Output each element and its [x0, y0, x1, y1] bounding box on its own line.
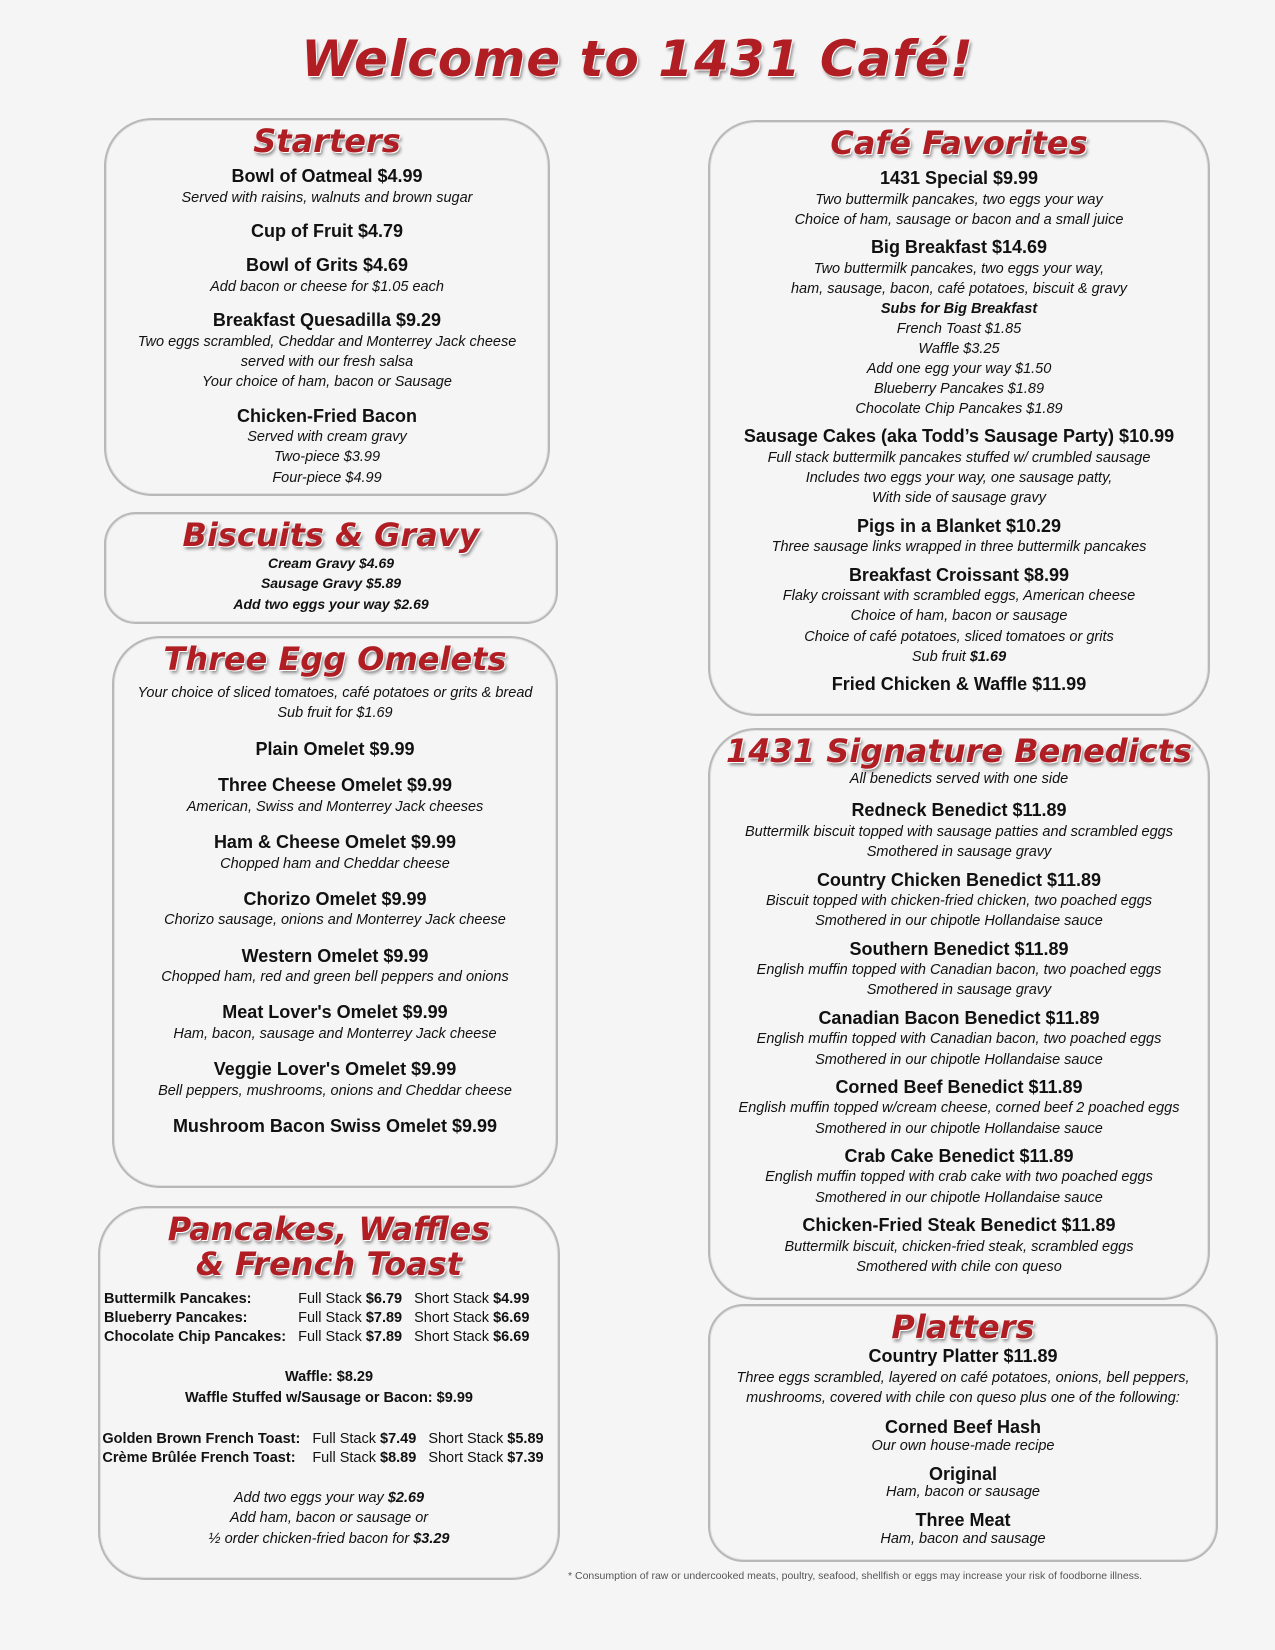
menu-item: Chicken-Fried Steak Benedict $11.89 Buttermilk biscuit, chicken-fried steak, scrambled eggs Smothered with chile con queso — [710, 1214, 1208, 1277]
sub-item: Add one egg your way $1.50 — [866, 361, 1052, 378]
menu-item — [114, 1115, 556, 1138]
biscuit-line: Sausage Gravy $5.89 — [260, 575, 402, 592]
sub-item: Waffle $3.25 — [918, 341, 1000, 358]
item-name: Mushroom Bacon Swiss Omelet $9.99 — [172, 1116, 498, 1137]
item-desc: Ham, bacon, sausage and Monterrey Jack cheese — [173, 1025, 497, 1042]
row-label: Golden Brown French Toast: — [102, 1430, 301, 1447]
item-desc: Choice of café potatoes, sliced tomatoes or grits — [804, 628, 1114, 645]
benedicts-section — [708, 728, 1210, 1300]
item-name: Canadian Bacon Benedict $11.89 — [818, 1007, 1100, 1028]
menu-item: Country Chicken Benedict $11.89 Biscuit topped with chicken-fried chicken, two poached eggs Smothered in our chipotle Hollandaise sauce — [710, 869, 1208, 932]
menu-item — [710, 167, 1208, 230]
short-stack: Short Stack $6.69 — [414, 1310, 530, 1327]
benedicts-title: 1431 Signature Benedicts — [726, 732, 1192, 770]
menu-item — [710, 564, 1208, 668]
menu-item — [106, 405, 548, 488]
item-name: Big Breakfast $14.69 — [870, 237, 1048, 258]
waffle-stuffed-line: Waffle Stuffed w/Sausage or Bacon: $9.99 — [185, 1389, 473, 1406]
starters-title: Starters — [253, 122, 401, 160]
addon-line: ½ order chicken-fried bacon for $3.29 — [208, 1530, 450, 1547]
sub-item: Chocolate Chip Pancakes $1.89 — [855, 401, 1063, 418]
item-name: Bowl of Grits $4.69 — [245, 255, 409, 276]
menu-item — [710, 425, 1208, 508]
item-name: Breakfast Croissant $8.99 — [848, 564, 1070, 585]
table-row — [102, 1430, 555, 1449]
row-label: Blueberry Pancakes: — [104, 1310, 248, 1327]
item-name: Three Cheese Omelet $9.99 — [217, 775, 453, 796]
table-row — [104, 1309, 541, 1328]
addon-line: Add ham, bacon or sausage or — [229, 1510, 429, 1527]
item-desc: With side of sausage gravy — [872, 490, 1046, 507]
menu-item — [106, 165, 548, 208]
item-desc: Bell peppers, mushrooms, onions and Cheddar cheese — [158, 1082, 512, 1099]
sub-item: Blueberry Pancakes $1.89 — [873, 381, 1045, 398]
short-stack: Short Stack $7.39 — [428, 1449, 544, 1466]
item-name: Pigs in a Blanket $10.29 — [856, 515, 1062, 536]
item-desc: Add bacon or cheese for $1.05 each — [210, 278, 444, 295]
table-row — [104, 1328, 541, 1347]
menu-item — [114, 1058, 556, 1101]
omelets-title: Three Egg Omelets — [163, 640, 507, 678]
item-name: Corned Beef Benedict $11.89 — [835, 1076, 1083, 1097]
item-desc: Chopped ham, red and green bell peppers and onions — [161, 969, 509, 986]
item-name: Breakfast Quesadilla $9.29 — [212, 310, 442, 331]
platters-section — [708, 1304, 1218, 1562]
item-desc: Full stack buttermilk pancakes stuffed w/ crumbled sausage — [767, 449, 1151, 466]
benedicts-intro: All benedicts served with one side — [849, 771, 1069, 788]
page-title: Welcome to 1431 Café! — [301, 30, 974, 88]
full-stack: Full Stack $7.89 — [298, 1329, 403, 1346]
item-desc: Chorizo sausage, onions and Monterrey Jack cheese — [164, 912, 506, 929]
full-stack: Full Stack $6.79 — [298, 1291, 403, 1308]
item-desc: Includes two eggs your way, one sausage patty, — [805, 470, 1113, 487]
item-name: Three Meat — [915, 1510, 1011, 1531]
item-name: Western Omelet $9.99 — [241, 945, 429, 966]
menu-item — [106, 254, 548, 297]
item-desc: served with our fresh salsa — [240, 354, 414, 371]
item-desc: Three sausage links wrapped in three buttermilk pancakes — [771, 539, 1147, 556]
favorites-title: Café Favorites — [830, 124, 1088, 162]
menu-item: Three Meat Ham, bacon and sausage — [710, 1509, 1216, 1547]
waffle-line: Waffle: $8.29 — [284, 1369, 374, 1386]
toast-table — [102, 1430, 555, 1468]
full-stack: Full Stack $7.49 — [312, 1430, 417, 1447]
full-stack: Full Stack $8.89 — [312, 1449, 417, 1466]
biscuit-line: Cream Gravy $4.69 — [267, 555, 395, 572]
menu-item: Corned Beef Hash Our own house-made recipe — [710, 1416, 1216, 1454]
item-desc: Four-piece $4.99 — [272, 469, 382, 486]
subs-list — [710, 299, 1208, 419]
short-stack: Short Stack $4.99 — [414, 1291, 530, 1308]
item-desc: Served with cream gravy — [247, 429, 407, 446]
pancakes-table — [104, 1290, 541, 1347]
favorites-section — [708, 120, 1210, 716]
item-name: Chorizo Omelet $9.99 — [243, 888, 427, 909]
menu-item: Canadian Bacon Benedict $11.89 English muffin topped with Canadian bacon, two poached eggs Smothered in our chipotle Hollandaise sauce — [710, 1007, 1208, 1070]
item-desc: Choice of ham, sausage or bacon and a small juice — [794, 211, 1124, 228]
item-desc: American, Swiss and Monterrey Jack cheeses — [186, 798, 484, 815]
item-desc: Two eggs scrambled, Cheddar and Monterrey Jack cheese — [137, 333, 517, 350]
item-desc: Two buttermilk pancakes, two eggs your way, — [813, 260, 1105, 277]
menu-item — [114, 888, 556, 931]
row-label: Crème Brûlée French Toast: — [102, 1449, 296, 1466]
omelets-section — [112, 636, 558, 1188]
item-name: Veggie Lover's Omelet $9.99 — [213, 1059, 457, 1080]
footnote: * Consumption of raw or undercooked meats, poultry, seafood, shellfish or eggs may increase your risk of foodborne illness. — [568, 1570, 1143, 1582]
menu-item — [114, 945, 556, 988]
pancakes-title — [100, 1212, 558, 1282]
item-name: Bowl of Oatmeal $4.99 — [231, 166, 423, 187]
biscuit-line: Add two eggs your way $2.69 — [233, 595, 429, 612]
biscuits-section — [104, 512, 558, 624]
omelets-intro: Sub fruit for $1.69 — [277, 705, 393, 722]
item-desc: Served with raisins, walnuts and brown sugar — [181, 189, 473, 206]
item-name: Redneck Benedict $11.89 — [851, 800, 1067, 821]
menu-item — [114, 774, 556, 817]
item-desc: Chopped ham and Cheddar cheese — [220, 855, 450, 872]
item-name: Sausage Cakes (aka Todd’s Sausage Party) $10.99 — [743, 426, 1175, 447]
item-name: Chicken-Fried Bacon — [236, 405, 418, 426]
subs-header: Subs for Big Breakfast — [880, 301, 1038, 318]
menu-item — [114, 831, 556, 874]
omelets-intro: Your choice of sliced tomatoes, café potatoes or grits & bread — [137, 685, 533, 702]
item-name: Southern Benedict $11.89 — [849, 938, 1069, 959]
menu-item — [114, 1001, 556, 1044]
item-name: Country Platter $11.89 — [868, 1346, 1058, 1367]
pancakes-section — [98, 1206, 560, 1580]
short-stack: Short Stack $6.69 — [414, 1329, 530, 1346]
item-name: 1431 Special $9.99 — [879, 168, 1039, 189]
item-name: Original — [928, 1463, 997, 1484]
menu-item: Original Ham, bacon or sausage — [710, 1463, 1216, 1501]
addon-line: Add two eggs your way $2.69 — [233, 1489, 425, 1506]
item-desc: Flaky croissant with scrambled eggs, American cheese — [782, 588, 1136, 605]
menu-item: Country Platter $11.89 Three eggs scrambled, layered on café potatoes, onions, bell peppers, mushrooms, covered with chile con queso plus one of the following: — [710, 1345, 1216, 1408]
menu-item — [710, 673, 1208, 696]
table-row — [104, 1290, 541, 1309]
item-name: Country Chicken Benedict $11.89 — [816, 869, 1102, 890]
item-desc: Choice of ham, bacon or sausage — [850, 608, 1068, 625]
pancakes-title-line: Pancakes, Waffles — [167, 1210, 491, 1248]
menu-item — [710, 236, 1208, 299]
item-name: Corned Beef Hash — [884, 1417, 1042, 1438]
item-desc: Two buttermilk pancakes, two eggs your way — [815, 191, 1103, 208]
sub-item: French Toast $1.85 — [896, 321, 1022, 338]
menu-item: Redneck Benedict $11.89 Buttermilk biscuit topped with sausage patties and scrambled eggs Smothered in sausage gravy — [710, 799, 1208, 862]
item-name: Ham & Cheese Omelet $9.99 — [213, 832, 457, 853]
menu-item: Corned Beef Benedict $11.89 English muffin topped w/cream cheese, corned beef 2 poached eggs Smothered in our chipotle Hollandaise sauce — [710, 1076, 1208, 1139]
pancakes-title-line: & French Toast — [195, 1245, 463, 1284]
item-desc: Your choice of ham, bacon or Sausage — [202, 374, 452, 391]
row-label: Buttermilk Pancakes: — [104, 1291, 252, 1308]
row-label: Chocolate Chip Pancakes: — [104, 1329, 287, 1346]
item-name: Meat Lover's Omelet $9.99 — [222, 1002, 448, 1023]
menu-item — [106, 220, 548, 243]
full-stack: Full Stack $7.89 — [298, 1310, 403, 1327]
item-name: Fried Chicken & Waffle $11.99 — [831, 674, 1087, 695]
menu-item: Crab Cake Benedict $11.89 English muffin topped with crab cake with two poached eggs Smothered in our chipotle Hollandaise sauce — [710, 1145, 1208, 1208]
short-stack: Short Stack $5.89 — [428, 1430, 544, 1447]
item-name: Chicken-Fried Steak Benedict $11.89 — [802, 1215, 1116, 1236]
table-row — [102, 1449, 555, 1468]
menu-item — [710, 515, 1208, 558]
item-desc: Two-piece $3.99 — [273, 449, 381, 466]
menu-item — [114, 738, 556, 761]
biscuits-title: Biscuits & Gravy — [182, 516, 480, 554]
sub-fruit: Sub fruit $1.69 — [911, 648, 1007, 665]
item-name: Cup of Fruit $4.79 — [250, 220, 403, 241]
item-name: Crab Cake Benedict $11.89 — [844, 1145, 1074, 1166]
menu-item — [106, 309, 548, 392]
starters-section — [104, 118, 550, 496]
platters-title: Platters — [891, 1308, 1035, 1346]
item-desc: ham, sausage, bacon, café potatoes, biscuit & gravy — [790, 281, 1128, 298]
menu-item: Southern Benedict $11.89 English muffin topped with Canadian bacon, two poached eggs Smothered in sausage gravy — [710, 938, 1208, 1001]
item-name: Plain Omelet $9.99 — [255, 738, 415, 759]
